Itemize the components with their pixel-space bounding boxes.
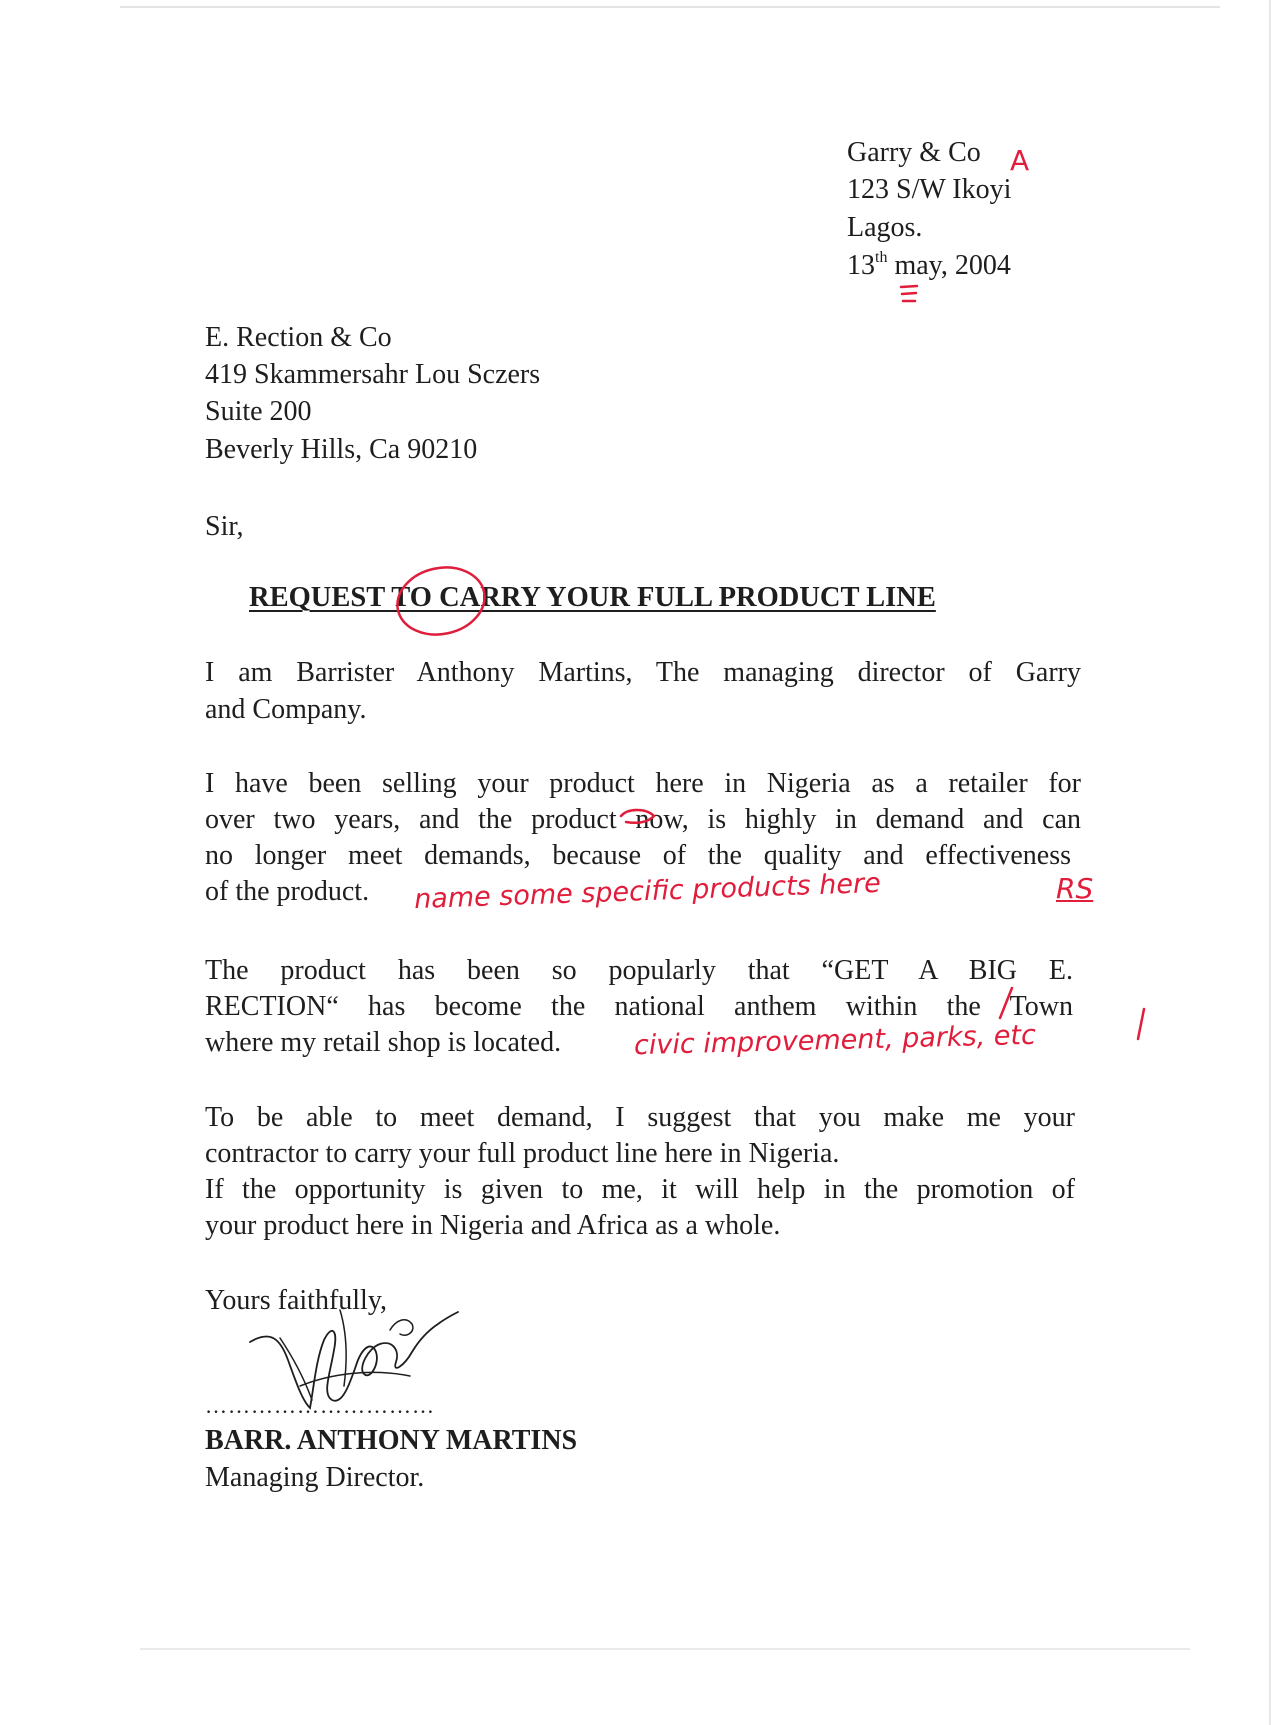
signature-line: ………………………… xyxy=(205,1393,435,1418)
p4-line-1: To be able to meet demand, I suggest that you make me your xyxy=(205,1102,1075,1133)
lowercase-town-mark xyxy=(994,984,1018,1024)
recipient-suite: Suite 200 xyxy=(205,396,312,427)
scan-edge-right xyxy=(1269,0,1271,1725)
note-insert-marks xyxy=(1130,1005,1170,1075)
p3-line-3: where my retail shop is located. xyxy=(205,1027,562,1058)
scan-edge-top xyxy=(120,6,1220,8)
sender-correction-mark: A xyxy=(1010,144,1030,177)
sender-city: Lagos. xyxy=(847,212,923,243)
note-initials: RS xyxy=(1056,872,1094,905)
letter-date xyxy=(847,248,1011,288)
salutation: Sir, xyxy=(205,511,244,542)
subject-heading: REQUEST TO CARRY YOUR FULL PRODUCT LINE xyxy=(249,582,936,613)
p2-line-4: of the product. xyxy=(205,876,370,907)
p4-line-2: contractor to carry your full product line here in Nigeria. xyxy=(205,1138,840,1169)
p2-line-2: over two years, and the product now, is highly in demand and can xyxy=(205,804,1081,835)
p2-line-1: I have been selling your product here in Nigeria as a retailer for xyxy=(205,768,1081,799)
p1-line-1: I am Barrister Anthony Martins, The managing director of Garry xyxy=(205,657,1081,688)
delete-comma-mark xyxy=(618,806,658,828)
sender-street: 123 S/W Ikoyi xyxy=(847,174,1012,205)
recipient-city: Beverly Hills, Ca 90210 xyxy=(205,434,478,465)
p1-line-2: and Company. xyxy=(205,694,367,725)
signer-title: Managing Director. xyxy=(205,1462,425,1493)
p3-line-1: The product has been so popularly that “GET A BIG E. xyxy=(205,955,1073,986)
subject-circle-mark xyxy=(393,560,493,642)
recipient-name: E. Rection & Co xyxy=(205,322,392,353)
date-suffix: th xyxy=(875,249,888,266)
note-civic-improvement: civic improvement, parks, etc xyxy=(633,1019,1037,1062)
sender-name: Garry & Co xyxy=(847,137,981,168)
p4-line-3: If the opportunity is given to me, it will help in the promotion of xyxy=(205,1174,1075,1205)
note-name-products: name some specific products here xyxy=(413,867,882,916)
p3-line-2: RECTION“ has become the national anthem within the Town xyxy=(205,991,1073,1022)
closing: Yours faithfully, xyxy=(205,1285,388,1316)
p2-line-3: no longer meet demands, because of the quality and effectiveness xyxy=(205,840,1071,871)
date-rest: may, 2004 xyxy=(887,250,1011,281)
recipient-street: 419 Skammersahr Lou Sczers xyxy=(205,359,541,390)
p4-line-4: your product here in Nigeria and Africa as a whole. xyxy=(205,1210,781,1241)
date-capitalize-mark xyxy=(899,283,921,309)
scan-edge-bottom xyxy=(140,1648,1190,1650)
signer-name: BARR. ANTHONY MARTINS xyxy=(205,1425,578,1456)
date-day: 13 xyxy=(847,250,875,281)
